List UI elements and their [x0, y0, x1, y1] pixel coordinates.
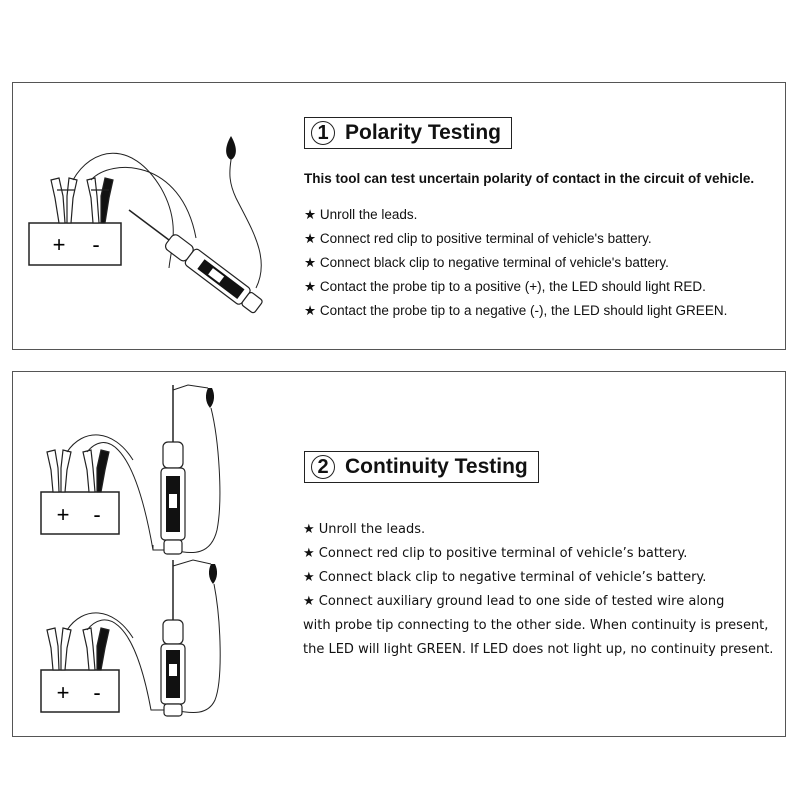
battery-plus-bottom: +	[56, 680, 70, 705]
battery-box	[29, 223, 121, 265]
section1-intro: This tool can test uncertain polarity of contact in the circuit of vehicle.	[304, 171, 755, 186]
step-line: with probe tip connecting to the other side. When continuity is present,	[303, 618, 769, 633]
probe-body-top	[161, 442, 185, 554]
step-item: ★ Contact the probe tip to a negative (-), the LED should light GREEN.	[304, 303, 728, 318]
battery-box-bottom	[41, 670, 119, 712]
step-line: the LED will light GREEN. If LED does not light up, no continuity present.	[303, 642, 774, 657]
section2-title: Continuity Testing	[345, 455, 528, 478]
battery-plus-top: +	[56, 502, 70, 527]
black-clip	[87, 178, 113, 223]
probe-body-bottom	[161, 620, 185, 716]
ground-clip	[226, 136, 236, 160]
section2-number: 2	[311, 455, 335, 479]
red-clip	[51, 178, 77, 223]
battery-minus-top: -	[93, 502, 101, 527]
step-item: ★ Contact the probe tip to a positive (+), the LED should light RED.	[304, 279, 706, 294]
section1-steps	[304, 203, 727, 323]
battery-minus-label: -	[92, 232, 100, 257]
ground-clip-bottom	[209, 564, 217, 584]
battery-minus-bottom: -	[93, 680, 101, 705]
probe-wire-top	[173, 385, 208, 390]
ground-lead	[230, 160, 261, 288]
section2-title-box	[304, 451, 539, 483]
polarity-test-illustration	[21, 128, 291, 348]
step-item: ★ Connect black clip to negative terminal of vehicle's battery.	[304, 255, 669, 270]
step-line: ★ Connect black clip to negative terminal of vehicle’s battery.	[303, 570, 707, 585]
battery-box-top	[41, 492, 119, 534]
polarity-testing-panel	[12, 82, 786, 350]
red-clip-bottom	[47, 628, 71, 670]
continuity-test-illustration	[23, 380, 273, 732]
section1-title: Polarity Testing	[345, 121, 501, 144]
step-line: ★ Connect red clip to positive terminal of vehicle’s battery.	[303, 546, 688, 561]
black-clip-bottom	[83, 628, 109, 670]
probe-wire-bottom	[173, 560, 211, 566]
section1-title-box	[304, 117, 512, 149]
step-item: ★ Unroll the leads.	[304, 207, 418, 222]
battery-plus-label: +	[52, 232, 66, 257]
step-line: ★ Unroll the leads.	[303, 522, 426, 537]
step-item: ★ Connect red clip to positive terminal of vehicle's battery.	[304, 231, 652, 246]
step-line: ★ Connect auxiliary ground lead to one side of tested wire along	[303, 594, 725, 609]
black-clip-top	[83, 450, 109, 492]
red-clip-top	[47, 450, 71, 492]
probe-tip	[129, 210, 169, 240]
continuity-testing-panel	[12, 371, 786, 737]
section1-number: 1	[311, 121, 335, 145]
section2-steps	[303, 518, 773, 662]
ground-clip-top	[206, 388, 214, 408]
probe-body	[163, 232, 264, 315]
